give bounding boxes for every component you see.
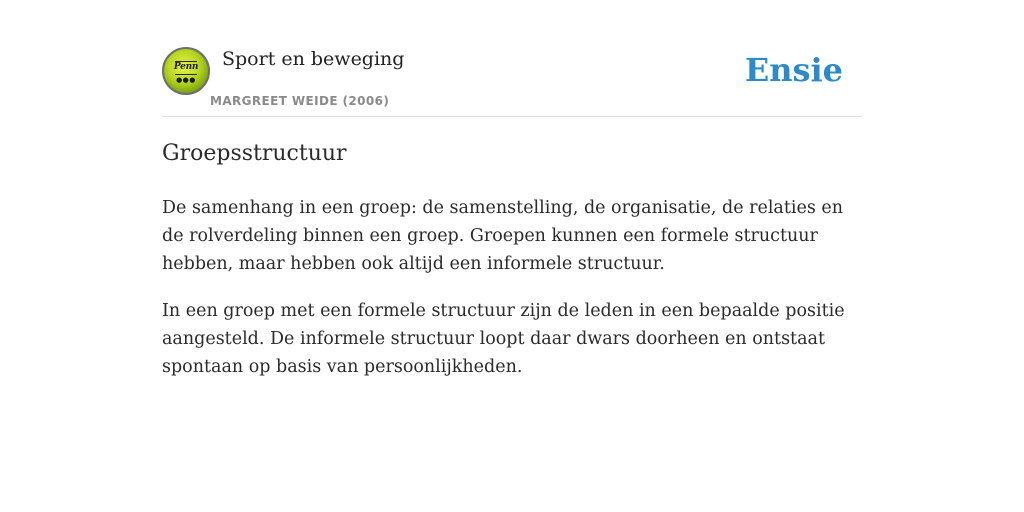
- avatar[interactable]: [162, 47, 210, 95]
- avatar-logo-text: Penn: [173, 62, 199, 72]
- article-title: Groepsstructuur: [162, 141, 347, 166]
- site-logo[interactable]: Ensie: [744, 51, 843, 89]
- article-paragraph: De samenhang in een groep: de samenstelling, de organisatie, de relaties en de rolverdeling binnen een groep. Groepen kunnen een formele structuur hebben, maar hebben ook altijd een informele structuur.: [162, 198, 844, 274]
- avatar-dots: ●●●: [176, 76, 196, 84]
- article-paragraph: In een groep met een formele structuur zijn de leden in een bepaalde positie aangesteld. De informele structuur loopt daar dwars doorheen en ontstaat spontaan op basis van persoonlijkheden.: [162, 301, 845, 377]
- article: [162, 138, 862, 400]
- header: [162, 46, 862, 117]
- collection-title[interactable]: Sport en beweging: [222, 48, 405, 70]
- avatar-line-bottom: [175, 74, 197, 75]
- author-line[interactable]: MARGREET WEIDE (2006): [210, 94, 390, 108]
